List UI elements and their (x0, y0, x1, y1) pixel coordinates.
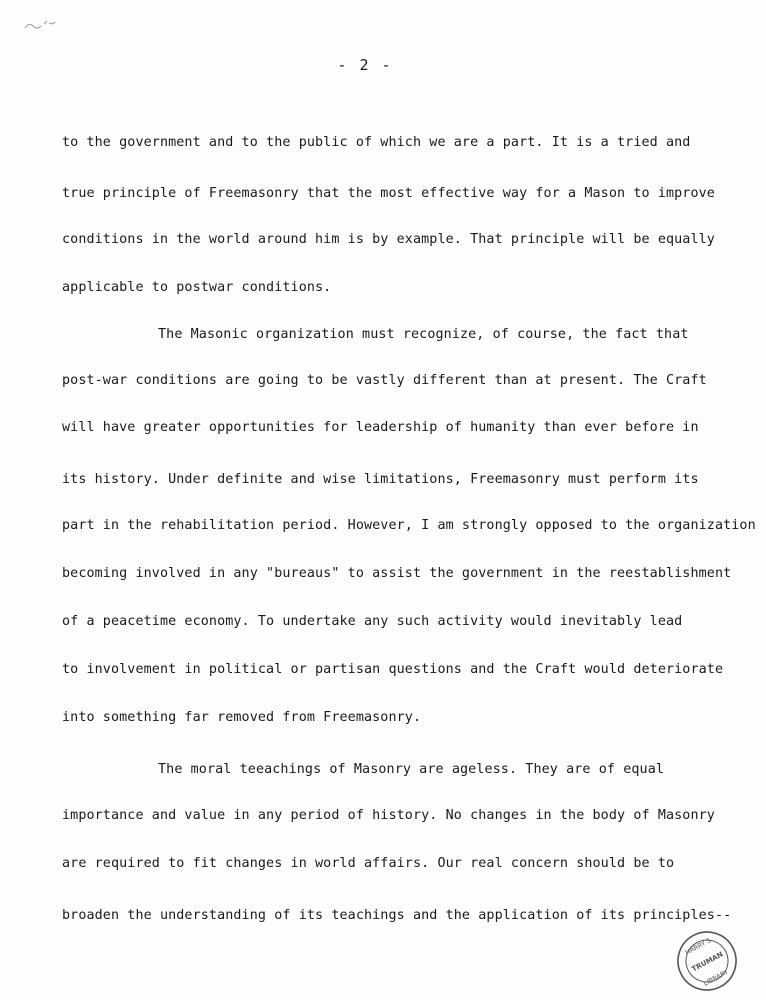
text-line: applicable to postwar conditions. (62, 280, 332, 295)
text-line: true principle of Freemasonry that the most effective way for a Mason to improve (62, 186, 715, 201)
svg-text:TRUMAN: TRUMAN (690, 950, 725, 974)
svg-text:HARRY S.: HARRY S. (683, 935, 715, 957)
text-line: to the government and to the public of which we are a part. It is a tried and (62, 135, 691, 150)
text-line: into something far removed from Freemasonry. (62, 710, 422, 725)
text-line: to involvement in political or partisan questions and the Craft would deteriorate (62, 662, 724, 677)
text-line: its history. Under definite and wise limitations, Freemasonry must perform its (62, 472, 699, 487)
text-line: importance and value in any period of history. No changes in the body of Masonry (62, 808, 715, 823)
text-line: are required to fit changes in world affairs. Our real concern should be to (62, 856, 675, 871)
text-line: post-war conditions are going to be vastly different than at present. The Craft (62, 373, 707, 388)
text-line: broaden the understanding of its teachings and the application of its principles-- (62, 908, 732, 923)
pencil-mark (22, 14, 62, 36)
text-line: The moral teeachings of Masonry are ageless. They are of equal (158, 762, 665, 777)
text-line: The Masonic organization must recognize, of course, the fact that (158, 327, 689, 342)
library-stamp (665, 919, 749, 1003)
text-line: part in the rehabilitation period. However, I am strongly opposed to the organization (62, 518, 756, 533)
text-line: will have greater opportunities for leadership of humanity than ever before in (62, 420, 699, 435)
text-line: becoming involved in any "bureaus" to assist the government in the reestablishment (62, 566, 732, 581)
text-line: of a peacetime economy. To undertake any such activity would inevitably lead (62, 614, 683, 629)
text-line: conditions in the world around him is by example. That principle will be equally (62, 232, 715, 247)
page-number: - 2 - (337, 56, 393, 74)
svg-text:LIBRARY: LIBRARY (702, 967, 730, 988)
